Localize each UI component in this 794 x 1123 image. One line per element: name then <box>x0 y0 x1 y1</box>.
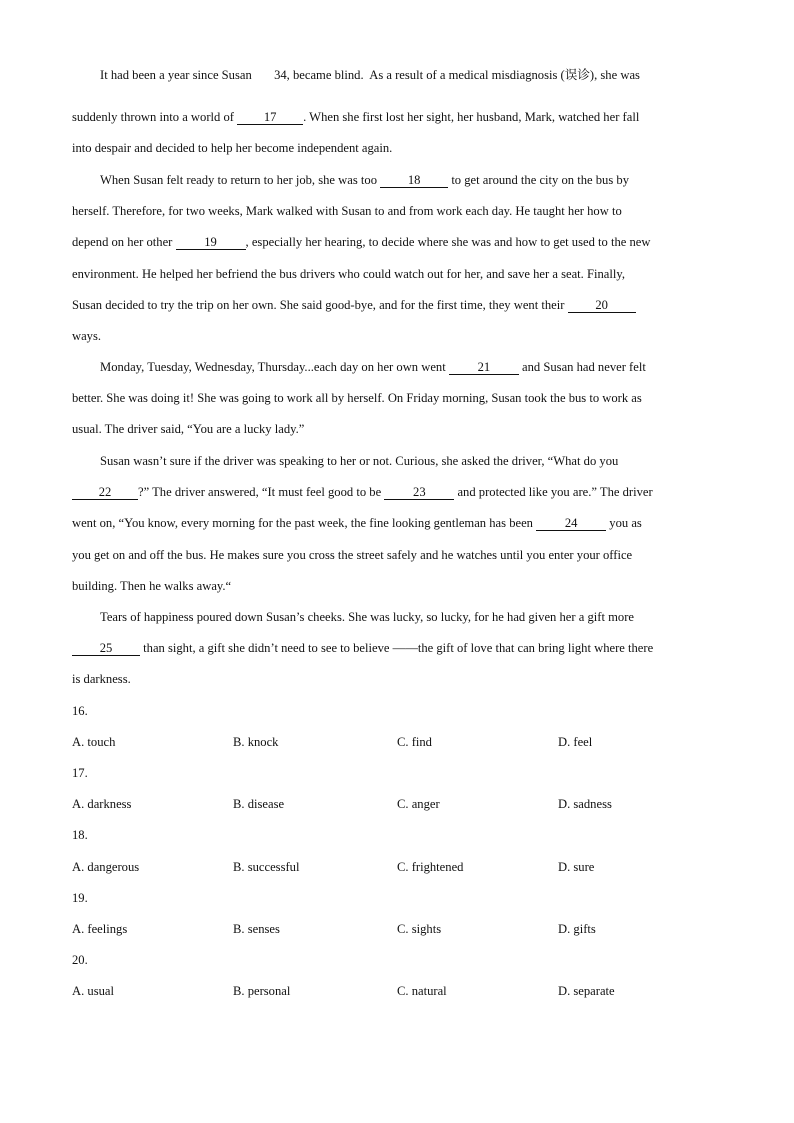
paragraph-1 <box>72 60 712 91</box>
paragraph-1-cont <box>72 102 712 164</box>
p2-line-1 <box>72 165 712 196</box>
p4-text-1: ?” The driver answered, “It must feel good to be <box>138 485 382 500</box>
p2-line-6: ways. <box>72 329 102 344</box>
option-a: A. feelings <box>72 922 128 936</box>
option-b: B. knock <box>233 735 279 749</box>
option-d: D. separate <box>558 984 615 998</box>
p2-text-4: , especially her hearing, to decide where she was and how to get used to the new <box>245 235 651 250</box>
p4-text-2: and protected like you are.” The driver <box>457 485 653 500</box>
paragraph-4 <box>72 446 712 602</box>
p4-line-5: building. Then he walks away.“ <box>72 578 232 593</box>
p1-text-5: . When she first lost her sight, her husband, Mark, watched her fall <box>303 110 640 124</box>
p4-text-4: you as <box>609 516 642 531</box>
question-number: 20. <box>72 953 88 967</box>
blank-25: 25 <box>72 641 140 656</box>
p5-line-1: Tears of happiness poured down Susan’s cheeks. She was lucky, so lucky, for he had given her a gift more <box>100 610 634 624</box>
p2-line-3 <box>72 227 712 258</box>
paragraph-5 <box>72 602 712 696</box>
blank-20: 20 <box>568 298 636 313</box>
p2-line-4: environment. He helped her befriend the bus drivers who could watch out for her, and save her a seat. Finally, <box>72 266 625 281</box>
p2-text-5: Susan decided to try the trip on her own. She said good-bye, and for the first time, they went their <box>72 297 565 312</box>
blank-17: 17 <box>237 110 303 125</box>
p4-line-3 <box>72 508 712 539</box>
p1-line-3: into despair and decided to help her become independent again. <box>72 141 393 156</box>
option-a: A. darkness <box>72 797 132 811</box>
option-d: D. sure <box>558 860 595 874</box>
option-b: B. successful <box>233 860 300 874</box>
p2-line-5 <box>72 290 712 321</box>
blank-18: 18 <box>380 173 448 188</box>
p5-text-1: than sight, a gift she didn’t need to see to believe ——the gift of love that can bring light where there <box>143 641 654 656</box>
p5-line-3: is darkness. <box>72 672 131 687</box>
option-a: A. dangerous <box>72 860 140 874</box>
p4-line-2 <box>72 477 712 508</box>
p2-text-1: When Susan felt ready to return to her job, she was too <box>100 173 377 187</box>
blank-19: 19 <box>176 235 246 250</box>
option-c: C. natural <box>397 984 447 998</box>
option-a: A. usual <box>72 984 114 998</box>
p1-line-2 <box>72 102 712 133</box>
p2-text-3: depend on her other <box>72 235 173 250</box>
p1-text-3: As a result of a medical misdiagnosis (误诊), she was <box>369 68 640 82</box>
paragraph-2 <box>72 165 712 352</box>
p4-line-4: you get on and off the bus. He makes sure you cross the street safely and he watches until you enter your office <box>72 547 633 562</box>
p2-line-2: herself. Therefore, for two weeks, Mark walked with Susan to and from work each day. He taught her how to <box>72 204 622 219</box>
p2-text-2: to get around the city on the bus by <box>451 173 629 187</box>
blank-21: 21 <box>449 360 519 375</box>
p3-text-2: and Susan had never felt <box>522 360 646 374</box>
p4-line-1: Susan wasn’t sure if the driver was speaking to her or not. Curious, she asked the driver, “What do you <box>100 454 619 468</box>
blank-24: 24 <box>536 516 606 531</box>
p1-text-1: It had been a year since Susan <box>100 68 252 82</box>
option-d: D. sadness <box>558 797 612 811</box>
option-b: B. senses <box>233 922 280 936</box>
option-d: D. gifts <box>558 922 596 936</box>
p3-line-2: better. She was doing it! She was going to work all by herself. On Friday morning, Susan took the bus to work as <box>72 391 642 406</box>
option-b: B. personal <box>233 984 291 998</box>
p1-text-2: 34, became blind. <box>274 68 364 82</box>
p3-text-1: Monday, Tuesday, Wednesday, Thursday...each day on her own went <box>100 360 446 374</box>
paragraph-3 <box>72 352 712 446</box>
question-number: 16. <box>72 704 88 718</box>
option-c: C. sights <box>397 922 442 936</box>
option-c: C. find <box>397 735 432 749</box>
question-number: 17. <box>72 766 88 780</box>
p5-line-2 <box>72 633 712 664</box>
option-a: A. touch <box>72 735 116 749</box>
p3-line-1 <box>72 352 712 383</box>
p3-line-3: usual. The driver said, “You are a lucky lady.” <box>72 422 305 437</box>
p4-text-3: went on, “You know, every morning for the past week, the fine looking gentleman has been <box>72 516 533 531</box>
p1-line-1 <box>72 60 712 91</box>
blank-23: 23 <box>384 485 454 500</box>
option-b: B. disease <box>233 797 285 811</box>
option-c: C. frightened <box>397 860 464 874</box>
option-c: C. anger <box>397 797 440 811</box>
question-number: 18. <box>72 828 88 842</box>
p1-text-4: suddenly thrown into a world of <box>72 110 234 124</box>
option-d: D. feel <box>558 735 593 749</box>
blank-22: 22 <box>72 485 138 500</box>
question-number: 19. <box>72 891 88 905</box>
